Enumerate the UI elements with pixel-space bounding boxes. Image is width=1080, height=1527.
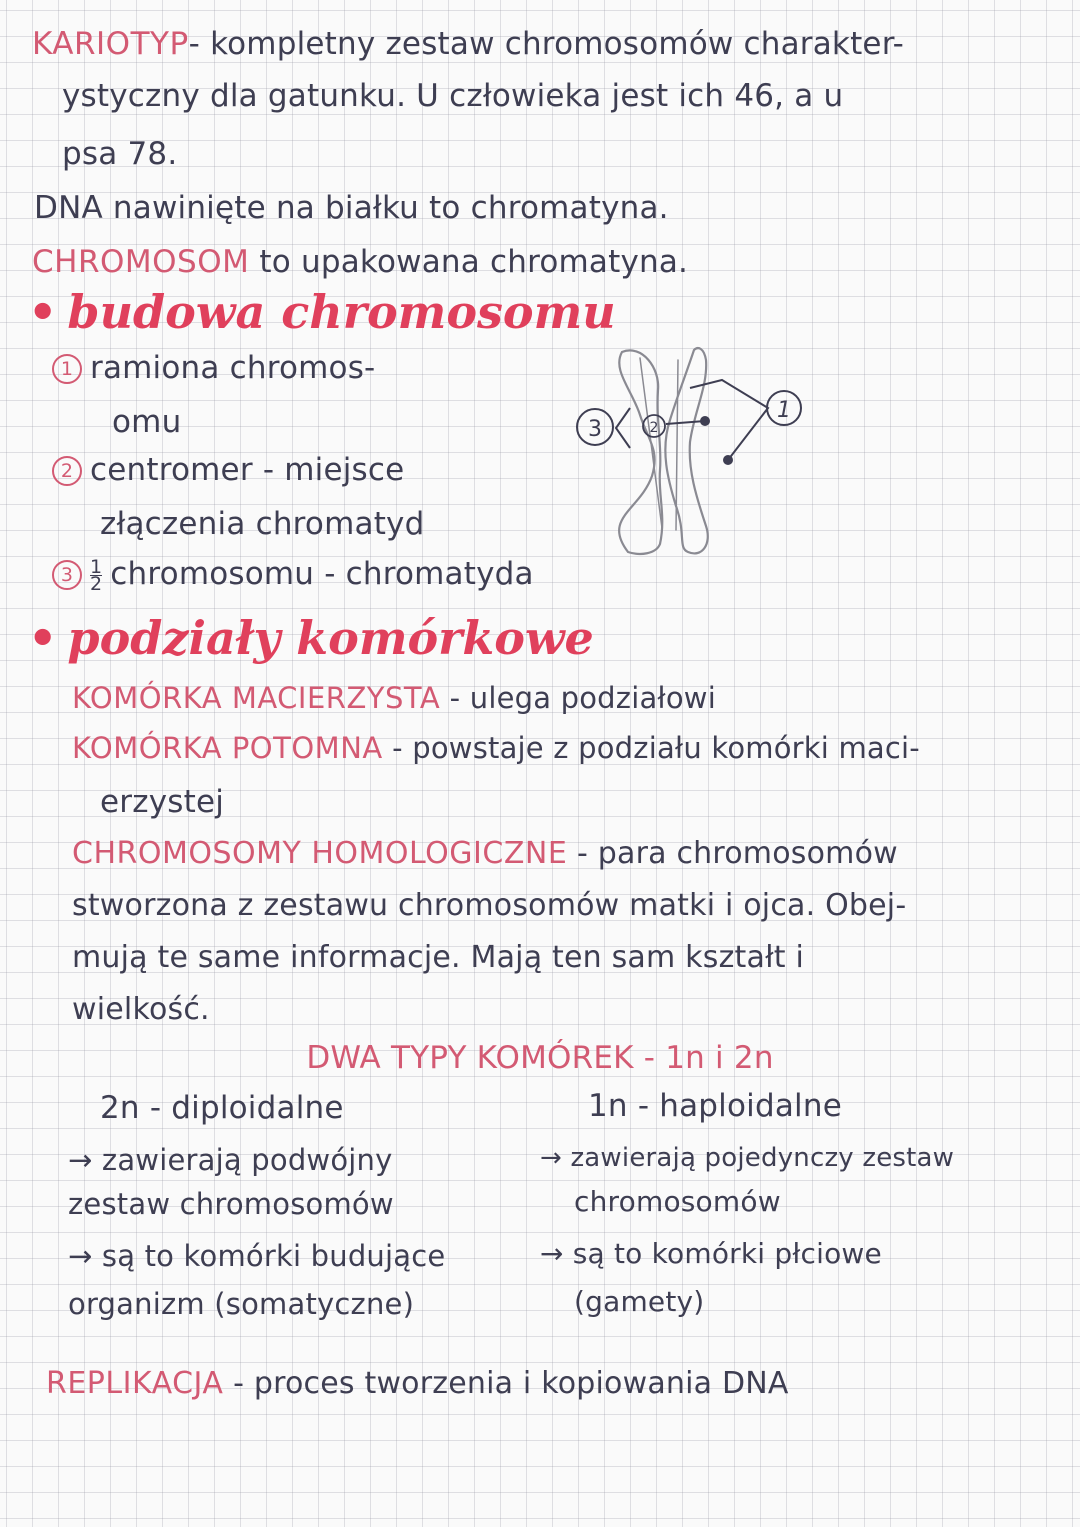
fraction-half xyxy=(90,556,103,595)
item-2-line-1 xyxy=(52,452,404,488)
homologous-line-3: mują te same informacje. Mają ten sam kształt i xyxy=(72,940,805,975)
item-1-line-2: omu xyxy=(112,404,182,440)
pointer-centromere xyxy=(666,421,705,424)
diploid-bullet-2-line-2: organizm (somatyczne) xyxy=(68,1287,415,1321)
number-1-badge: 1 xyxy=(52,354,82,384)
item-3-line xyxy=(52,556,534,595)
chromosome-line xyxy=(32,244,688,280)
fraction-top: 1 xyxy=(90,556,103,578)
replication-line xyxy=(46,1366,789,1402)
homologous-def-1: - para chromosomów xyxy=(567,836,898,871)
number-2-badge: 2 xyxy=(52,456,82,486)
karyotype-line-1 xyxy=(32,26,904,62)
centromere-dot xyxy=(700,416,710,426)
diploid-bullet-2-line-1: → są to komórki budujące xyxy=(68,1239,446,1273)
bullet-dot: • xyxy=(28,285,58,339)
diploid-title: 2n - diploidalne xyxy=(100,1090,344,1126)
chromosome-diagram xyxy=(490,330,820,560)
item-3-text: chromosomu - chromatyda xyxy=(110,556,534,592)
haploid-bullet-1-line-1: → zawierają pojedynczy zestaw xyxy=(540,1143,955,1173)
daughter-cell-term: KOMÓRKA POTOMNA xyxy=(72,731,383,765)
haploid-bullet-2-line-1: → są to komórki płciowe xyxy=(540,1237,882,1270)
cell-types-title: DWA TYPY KOMÓREK - 1n i 2n xyxy=(306,1040,774,1076)
daughter-cell-line xyxy=(72,730,920,766)
homologous-line-1 xyxy=(72,836,898,872)
karyotype-line-2: ystyczny dla gatunku. U człowieka jest ich 46, a u xyxy=(62,78,844,114)
diploid-bullet-1-line-1: → zawierają podwójny xyxy=(68,1143,393,1177)
chromosome-drawing xyxy=(619,348,708,554)
homologous-line-2: stworzona z zestawu chromosomów matki i ojca. Obej- xyxy=(72,888,907,923)
number-3-badge: 3 xyxy=(52,560,82,590)
homologous-line-4: wielkość. xyxy=(72,992,210,1027)
section-heading-division-text: podziały komórkowe xyxy=(67,611,594,665)
dna-line: DNA nawinięte na białku to chromatyna. xyxy=(34,190,669,226)
item-1-text: ramiona chromos- xyxy=(90,350,376,386)
karyotype-term: KARIOTYP xyxy=(32,26,189,62)
chromosome-term: CHROMOSOM xyxy=(32,244,250,280)
karyotype-line-3: psa 78. xyxy=(62,136,178,172)
replication-term: REPLIKACJA xyxy=(46,1366,224,1401)
section-heading-structure-text: budowa chromosomu xyxy=(67,285,616,339)
item-2-line-2: złączenia chromatyd xyxy=(100,506,425,542)
karyotype-def-1: - kompletny zestaw chromosomów charakter- xyxy=(188,26,905,62)
mother-cell-def: - ulega podziałowi xyxy=(440,681,716,715)
fraction-bottom: 2 xyxy=(90,573,103,595)
bullet-dot: • xyxy=(28,611,58,665)
daughter-cell-line-2: erzystej xyxy=(100,784,225,820)
section-heading-division xyxy=(28,612,594,664)
daughter-cell-def: - powstaje z podziału komórki maci- xyxy=(382,731,920,765)
mother-cell-term: KOMÓRKA MACIERZYSTA xyxy=(72,681,441,715)
haploid-bullet-2-line-2: (gamety) xyxy=(574,1285,705,1318)
homologous-term: CHROMOSOMY HOMOLOGICZNE xyxy=(72,836,568,871)
diploid-bullet-1-line-2: zestaw chromosomów xyxy=(68,1187,394,1221)
haploid-bullet-1-line-2: chromosomów xyxy=(574,1185,781,1218)
label-1: 1 xyxy=(777,398,791,423)
mother-cell-line xyxy=(72,680,716,716)
haploid-title: 1n - haploidalne xyxy=(588,1088,842,1124)
label-3: 3 xyxy=(588,417,602,442)
item-2-text: centromer - miejsce xyxy=(90,452,405,488)
chromosome-def: to upakowana chromatyna. xyxy=(249,244,689,280)
item-1-line-1 xyxy=(52,350,375,386)
replication-def: - proces tworzenia i kopiowania DNA xyxy=(223,1366,789,1401)
bracket-left xyxy=(616,408,630,448)
label-2: 2 xyxy=(649,420,659,436)
